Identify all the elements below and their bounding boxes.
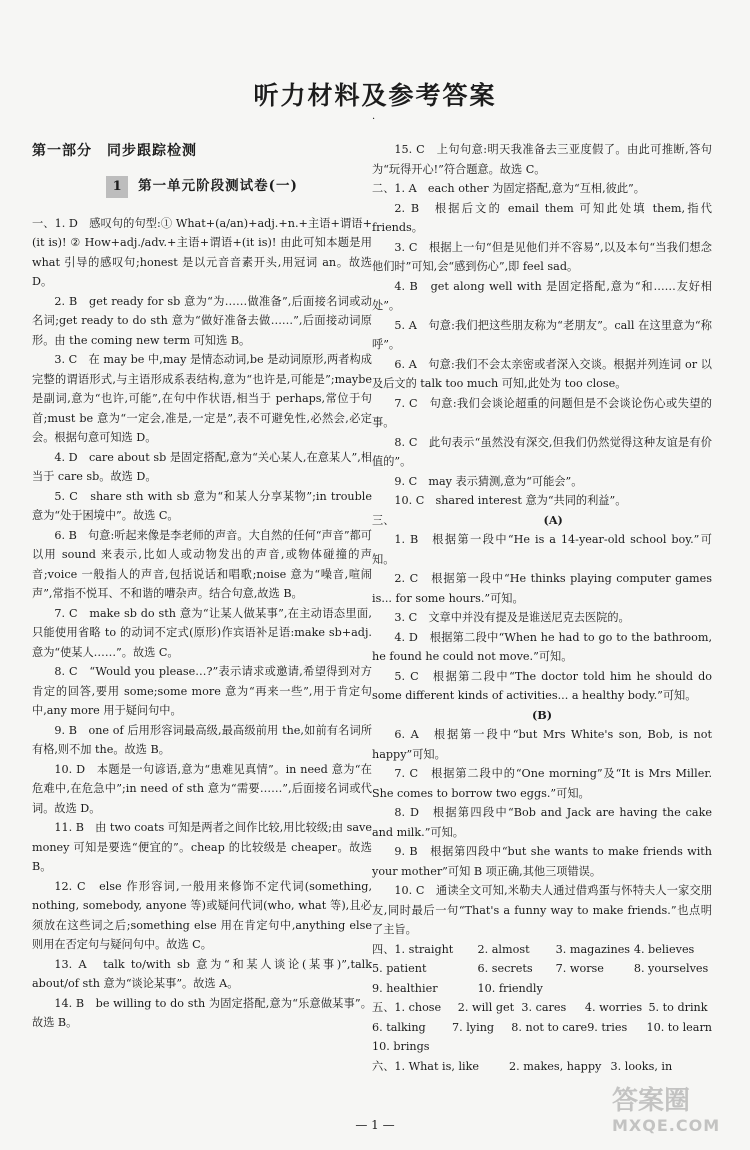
section-subheading: (A) <box>543 512 563 527</box>
answer-cell: 4. worries <box>584 1001 643 1014</box>
answer-item: 一、1. D 感叹句的句型:① What+(a/an)+adj.+n.+主语+谓语+(it is)! ② How+adj./adv.+主语+谓语+(it is)! 由此可知本题是用 what 引导的感叹句;honest 是以元音音素开头,用冠词 an。故选 D。 <box>32 216 372 288</box>
answer-cell: 9. tries <box>587 1020 628 1034</box>
answer-cell: 7. worse <box>555 962 604 975</box>
answer-item: 4. D care about sb 是固定搭配,意为“关心某人,在意某人”,相当于 care sb。故选 D。 <box>32 450 372 483</box>
page-number: — 1 — <box>355 1118 395 1132</box>
answer-item: 6. A 根据第一段中“but Mrs White's son, Bob, is not happy”可知。 <box>372 728 712 761</box>
answer-cell: 8. not to care <box>511 1020 588 1034</box>
answer-item: 7. C 根据第二段中的“One morning”及“It is Mrs Miller. She comes to borrow two eggs.”可知。 <box>372 767 712 800</box>
answer-cell: 6. talking <box>372 1020 426 1034</box>
answer-item: 3. C 在 may be 中,may 是情态动词,be 是动词原形,两者构成完整的谓语形式,与主语形成系表结构,意为“也许是,可能是”;maybe 是副词,意为“也许,可能”,在句中作状语,相当于 perhaps,常位于句首;must be 意为“一定会,准是,一定是”,表不可避免性,必然会,必定会。根据句意可知选 D。 <box>32 353 372 444</box>
title-dot: · <box>372 114 376 125</box>
answer-item: 3. C 文章中并没有提及是谁送尼克去医院的。 <box>394 611 630 624</box>
section-label: 三、 <box>372 513 395 527</box>
watermark-url: MXQE.COM <box>612 1116 721 1135</box>
answer-list <box>372 940 712 999</box>
answer-cell: 3. looks, in <box>610 1059 673 1073</box>
left-answers <box>32 214 372 1033</box>
answer-item: 4. B get along well with 是固定搭配,意为“和……友好相处”。 <box>372 279 712 312</box>
answer-list-row <box>372 998 712 1018</box>
left-column <box>32 140 372 1033</box>
answer-list-row <box>372 979 712 999</box>
answer-item: 4. D 根据第二段中“When he had to go to the bathroom, he found he could not move.”可知。 <box>372 630 712 663</box>
section-heading-row <box>372 511 712 531</box>
answer-cell <box>585 1037 649 1057</box>
answer-list-row <box>372 959 712 979</box>
answer-item: 10. C 通读全文可知,米勒夫人通过借鸡蛋与怀特夫人一家交朋友,同时最后一句“That's a funny way to make friends.”也点明了主旨。 <box>372 884 712 936</box>
word-answer-lists <box>372 940 712 1077</box>
page-title: 听力材料及参考答案 <box>253 81 497 110</box>
answer-cell: 5. patient <box>372 962 427 975</box>
answer-item: 6. A 句意:我们不会太亲密或者深入交谈。根据并列连词 or 以及后文的 talk too much 可知,此处为 too close。 <box>372 357 712 390</box>
answer-item: 2. B get ready for sb 意为“为……做准备”,后面接名词或动名词;get ready to do sth 意为“做好准备去做……”,后面接动词原形。由 the coming new term 可知选 B。 <box>32 294 372 347</box>
answer-item: 8. C “Would you please…?”表示请求或邀请,希望得到对方肯定的回答,要用 some;some more 意为“再来一些”,用于肯定句中,any more 用于疑问句中。 <box>32 665 372 717</box>
answer-item: 7. C make sb do sth 意为“让某人做某事”,在主动语态里面,只能使用省略 to 的动词不定式(原形)作宾语补足语:make sb+adj. 意为“使某人……”。故选 C。 <box>32 606 372 659</box>
answer-cell: 4. believes <box>633 942 695 956</box>
watermark-logo: 答案圈 <box>612 1086 691 1116</box>
right-answers <box>372 140 712 940</box>
answer-list-row <box>372 1018 712 1038</box>
answer-cell: 2. almost <box>477 942 530 956</box>
answer-cell: 8. yourselves <box>633 962 709 975</box>
answer-item: 8. C 此句表示“虽然没有深交,但我们仍然觉得这种友谊是有价值的”。 <box>372 435 712 468</box>
answer-list-row <box>372 1057 712 1077</box>
answer-cell: 5. to drink <box>648 1001 708 1014</box>
answer-item: 9. B one of 后用形容词最高级,最高级前用 the,如前有名词所有格,则不加 the。故选 B。 <box>32 723 372 756</box>
unit-heading <box>32 176 372 198</box>
answer-item: 2. B 根据后文的 email them 可知此处填 them,指代 friends。 <box>372 201 712 234</box>
part-heading: 第一部分 同步跟踪检测 <box>32 143 197 159</box>
answer-cell <box>648 1037 712 1057</box>
answer-cell: 四、1. straight <box>372 942 454 956</box>
answer-cell: 9. healthier <box>372 981 438 995</box>
answer-item: 13. A talk to/with sb 意为“和某人谈论(某事)”,talk about/of sth 意为“谈论某事”。故选 A。 <box>32 957 372 990</box>
answer-item: 15. C 上句句意:明天我准备去三亚度假了。由此可推断,答句为“玩得开心!”符合题意。故选 C。 <box>372 143 712 176</box>
answer-item: 7. C 句意:我们会谈论超重的问题但是不会谈论伤心或失望的事。 <box>372 396 712 429</box>
answer-cell: 2. makes, happy <box>509 1059 602 1073</box>
answer-item: 2. C 根据第一段中“He thinks playing computer games is... for some hours.”可知。 <box>372 572 712 605</box>
answer-item: 二、1. A each other 为固定搭配,意为“互相,彼此”。 <box>372 182 645 195</box>
answer-cell: 7. lying <box>452 1020 495 1034</box>
answer-list <box>372 1057 712 1077</box>
answer-item: 8. D 根据第四段中“Bob and Jack are having the cake and milk.”可知。 <box>372 806 712 839</box>
answer-item: 3. C 根据上一句“但是见他们并不容易”,以及本句“当我们想念他们时”可知,会“感到伤心”,即 feel sad。 <box>372 240 712 273</box>
answer-cell: 10. to learn <box>646 1020 713 1034</box>
answer-cell <box>634 979 712 999</box>
answer-item: 9. B 根据第四段中“but she wants to make friends with your mother”可知 B 项正确,其他三项错误。 <box>372 845 712 878</box>
answer-item: 6. B 句意:听起来像是李老师的声音。大自然的任何“声音”都可以用 sound 来表示,比如人或动物发出的声音,或物体碰撞的声音;voice 一般指人的声音,包括说话和唱歌;noise 意为“噪音,喧闹声”,常指不悦耳、不和谐的嘈杂声。结合句意,故选 B。 <box>32 528 372 600</box>
answer-item: 12. C else 作形容词,一般用来修饰不定代词(something, nothing, somebody, anyone 等)或疑问代词(who, what 等),且必须放在这些词之后;something else 用在肯定句中,anything else 则用在否定句与疑问句中。故选 C。 <box>32 879 372 951</box>
answer-item: 11. B 由 two coats 可知是两者之间作比较,用比较级;由 save money 可知是要选“便宜的”。cheap 的比较级是 cheaper。故选 B。 <box>32 821 372 873</box>
section-subheading: (B) <box>531 707 553 722</box>
answer-item: 5. C 根据第二段中“The doctor told him he should do some different kinds of activities... a healthy body.”可知。 <box>372 669 712 702</box>
answer-cell: 6. secrets <box>477 962 533 975</box>
answer-cell <box>458 1037 522 1057</box>
answer-item: 5. C share sth with sb 意为“和某人分享某物”;in trouble 意为“处于困境中”。故选 C。 <box>32 489 372 522</box>
right-column <box>372 140 712 1076</box>
answer-item: 9. C may 表示猜测,意为“可能会”。 <box>394 474 583 488</box>
answer-list <box>372 998 712 1057</box>
answer-item: 1. B 根据第一段中“He is a 14-year-old school boy.”可知。 <box>372 533 712 566</box>
watermark <box>612 1086 742 1146</box>
answer-cell: 3. magazines <box>555 942 631 956</box>
answer-cell: 六、1. What is, like <box>372 1059 480 1073</box>
answer-cell <box>521 1037 585 1057</box>
answer-cell: 3. cares <box>521 1001 567 1014</box>
answer-item: 14. B be willing to do sth 为固定搭配,意为“乐意做某事”。故选 B。 <box>32 996 372 1029</box>
answer-cell: 五、1. chose <box>372 1001 442 1014</box>
answer-item: 10. C shared interest 意为“共同的利益”。 <box>394 494 627 507</box>
answer-item: 10. D 本题是一句谚语,意为“患难见真情”。in need 意为“在危难中,在危急中”;in need of sth 意为“需要……”,后面接名词或代词。故选 D。 <box>32 762 372 815</box>
unit-title: 第一单元阶段测试卷(一) <box>138 177 298 194</box>
answer-cell: 2. will get <box>457 1001 515 1014</box>
answer-item: 5. A 句意:我们把这些朋友称为“老朋友”。call 在这里意为“称呼”。 <box>372 318 712 351</box>
answer-cell: 10. brings <box>372 1040 430 1053</box>
unit-number-badge: 1 <box>106 176 128 198</box>
answer-list-row <box>372 1037 712 1057</box>
answer-cell: 10. friendly <box>477 981 543 995</box>
answer-list-row <box>372 940 712 960</box>
answer-cell <box>556 979 634 999</box>
